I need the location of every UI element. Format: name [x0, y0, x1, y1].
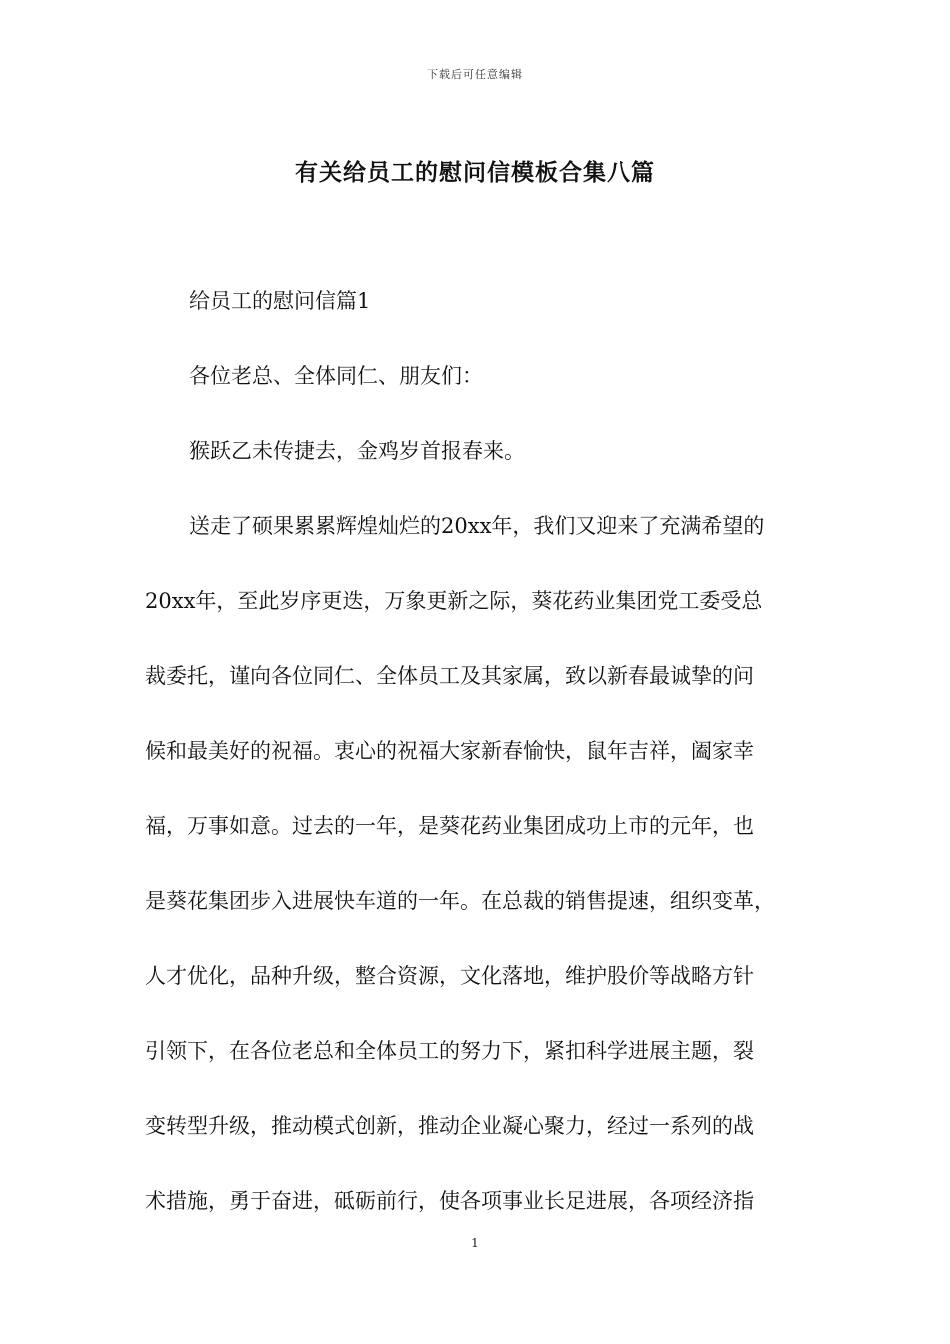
- salutation: 各位老总、全体同仁、朋友们：: [189, 364, 483, 388]
- page-header-note: 下载后可任意编辑: [427, 68, 523, 81]
- opening-line: 猴跃乙未传捷去，金鸡岁首报春来。: [189, 439, 525, 463]
- page-number: 1: [471, 1236, 479, 1250]
- document-title: 有关给员工的慰问信模板合集八篇: [295, 159, 655, 186]
- paragraph-line: 裁委托，谨向各位同仁、全体员工及其家属，致以新春最诚挚的问: [145, 664, 754, 688]
- paragraph-line: 候和最美好的祝福。衷心的祝福大家新春愉快，鼠年吉祥，阖家幸: [145, 739, 754, 763]
- paragraph-line: 送走了硕果累累辉煌灿烂的20xx年，我们又迎来了充满希望的: [189, 514, 765, 538]
- paragraph-line: 人才优化，品种升级，整合资源，文化落地，维护股价等战略方针: [145, 964, 754, 988]
- paragraph-line: 变转型升级，推动模式创新，推动企业凝心聚力，经过一系列的战: [145, 1114, 754, 1138]
- section-heading: 给员工的慰问信篇1: [189, 289, 371, 313]
- paragraph-line: 术措施，勇于奋进，砥砺前行，使各项事业长足进展，各项经济指: [145, 1189, 754, 1213]
- paragraph-line: 引领下，在各位老总和全体员工的努力下，紧扣科学进展主题，裂: [145, 1039, 754, 1063]
- paragraph-line: 20xx年，至此岁序更迭，万象更新之际，葵花药业集团党工委受总: [145, 589, 763, 613]
- paragraph-line: 是葵花集团步入进展快车道的一年。在总裁的销售提速，组织变革，: [145, 889, 775, 913]
- paragraph-line: 福，万事如意。过去的一年，是葵花药业集团成功上市的元年，也: [145, 814, 754, 838]
